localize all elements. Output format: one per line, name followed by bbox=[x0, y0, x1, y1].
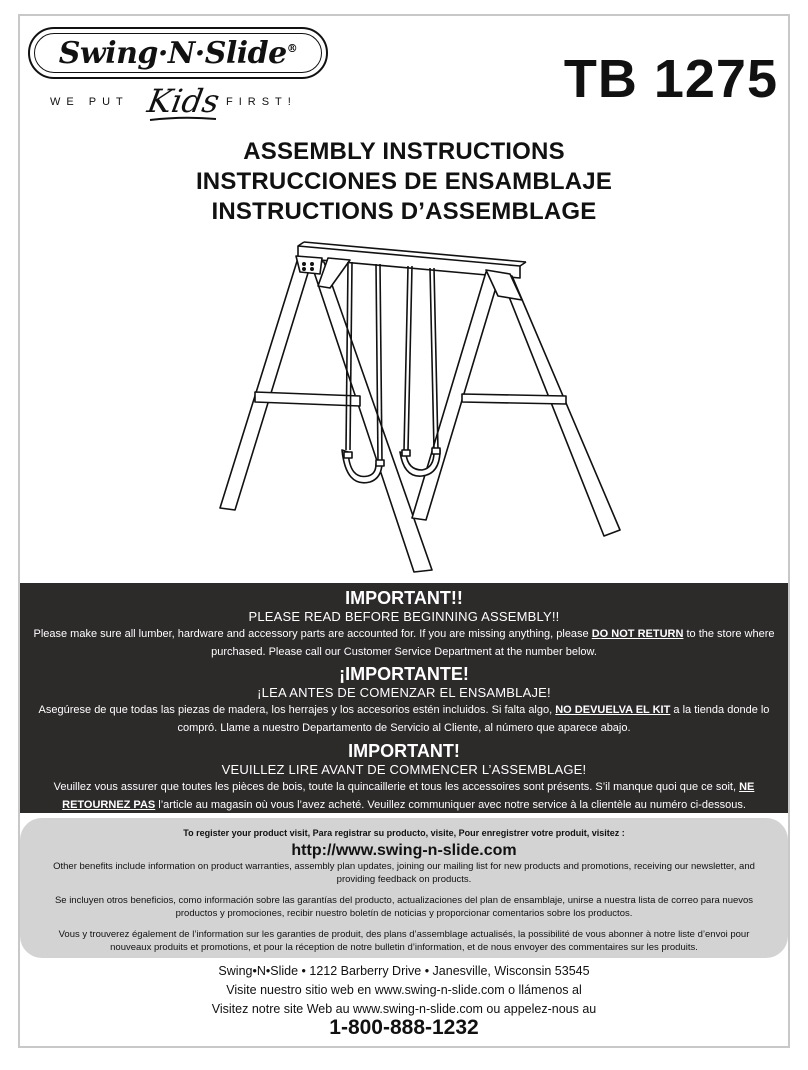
notice-fr-text: Veuillez vous assurer que toutes les pièces de bois, toute la quincaillerie et tous les accessoires sont présents. S’il manque quoi que ce soit, NE RETOURNEZ PAS l’article au magasin où vous l’avez acheté. Veuillez communiquer avec notre service à la clientèle au numéro ci-dessous. bbox=[53, 781, 755, 811]
register-prompt: To register your product visit, Para registrar su producto, visite, Pour enregistrer votre produit, visitez : bbox=[183, 828, 625, 838]
logo-text: Swing·N·Slide® bbox=[58, 35, 298, 71]
notice-en-text: Please make sure all lumber, hardware and accessory parts are accounted for. If you are missing anything, please DO NOT RETURN to the store where purchased. Please call our Customer Service Department at the number below. bbox=[33, 628, 775, 658]
register-url-link[interactable]: http://www.swing-n-slide.com bbox=[291, 842, 517, 859]
notice-en bbox=[20, 587, 788, 661]
title-en: ASSEMBLY INSTRUCTIONS bbox=[243, 138, 565, 165]
notice-es bbox=[20, 663, 788, 737]
tagline-left: WE PUT bbox=[50, 96, 129, 108]
brand-logo bbox=[28, 27, 328, 79]
model-number: TB 1275 bbox=[563, 49, 778, 109]
tagline-swoosh-icon bbox=[148, 116, 218, 122]
brand-tagline bbox=[50, 82, 312, 126]
notice-es-subheading: ¡LEA ANTES DE COMENZAR EL ENSAMBLAJE! bbox=[257, 685, 551, 700]
title-block bbox=[0, 137, 808, 227]
notice-es-text: Asegúrese de que todas las piezas de madera, los herrajes y los accesorios estén incluidos. Si falta algo, NO DEVUELVA EL KIT a la tienda donde lo compró. Llame a nuestro Departamento de Servicio al Cliente, al número que aparece abajo. bbox=[38, 704, 770, 734]
notice-fr-heading: IMPORTANT! bbox=[348, 741, 460, 761]
notice-en-subheading: PLEASE READ BEFORE BEGINNING ASSEMBLY!! bbox=[248, 609, 560, 624]
visit-text-es: Visite nuestro sitio web en www.swing-n-slide.com o llámenos al bbox=[226, 983, 582, 997]
notice-fr-subheading: VEUILLEZ LIRE AVANT DE COMMENCER L’ASSEMBLAGE! bbox=[221, 762, 587, 777]
benefits-es: Se incluyen otros beneficios, como información sobre las garantías del producto, actualizaciones del plan de ensamblaje, unirse a nuestra lista de correo para nuevos productos y promociones, recibir nuestro boletín de noticias y proporcionar comentarios sobre los productos. bbox=[54, 895, 754, 919]
swing-set-illustration bbox=[200, 238, 640, 578]
phone-number: 1-800-888-1232 bbox=[329, 1016, 479, 1039]
notice-es-heading: ¡IMPORTANTE! bbox=[339, 664, 469, 684]
important-notice-band bbox=[20, 583, 788, 813]
visit-text-fr: Visitez notre site Web au www.swing-n-slide.com ou appelez-nous au bbox=[211, 1002, 597, 1016]
registration-box bbox=[20, 818, 788, 958]
company-address: Swing•N•Slide • 1212 Barberry Drive • Janesville, Wisconsin 53545 bbox=[218, 964, 590, 978]
notice-en-heading: IMPORTANT!! bbox=[345, 588, 463, 608]
notice-fr bbox=[20, 740, 788, 814]
contact-footer bbox=[0, 962, 808, 1019]
tagline-kids: Kids bbox=[144, 82, 223, 120]
benefits-fr: Vous y trouverez également de l’information sur les garanties de produit, des plans d’assemblage actualisés, la possibilité de vous abonner à notre liste d’envoi pour nouveaux produits et promotions, et pour la réception de notre bulletin d’information, et de nous envoyer des commentaires sur les produits. bbox=[58, 929, 750, 953]
tagline-right: FIRST! bbox=[226, 96, 297, 108]
title-fr: INSTRUCTIONS D’ASSEMBLAGE bbox=[211, 198, 597, 225]
title-es: INSTRUCCIONES DE ENSAMBLAJE bbox=[195, 168, 613, 195]
benefits-en: Other benefits include information on product warranties, assembly plan updates, joining our mailing list for new products and promotions, receiving our newsletter, and providing feedback on products. bbox=[53, 861, 755, 885]
